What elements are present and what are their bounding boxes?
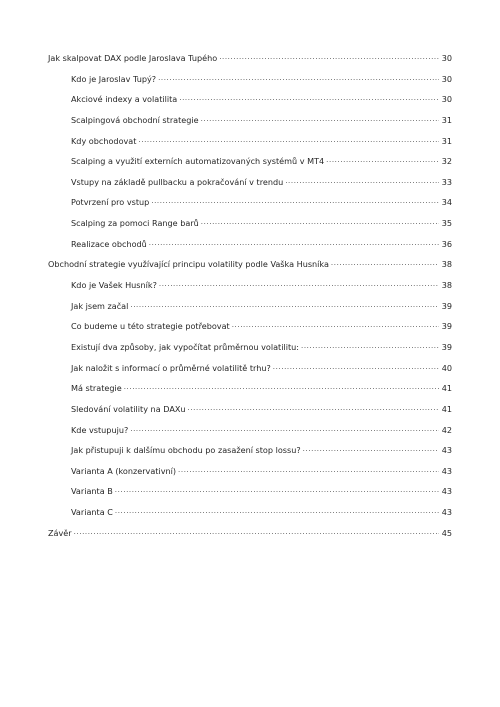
toc-entry-page-number: 38 [441,280,452,291]
toc-dot-leader [326,156,439,165]
toc-entry-title: Kdo je Jaroslav Tupý? [71,73,157,84]
toc-dot-leader [159,280,439,289]
toc-entry-page-number: 39 [441,341,452,352]
toc-entry-page-number: 42 [441,424,452,435]
toc-chapter-entry[interactable] [48,255,452,269]
toc-section-entry[interactable] [48,462,452,476]
toc-entry-page-number: 31 [441,135,452,146]
toc-entry-page-number: 35 [441,218,452,229]
toc-section-entry[interactable] [48,152,452,166]
toc-entry-page-number: 43 [441,486,452,497]
toc-entry-page-number: 43 [441,507,452,518]
toc-section-entry[interactable] [48,70,452,84]
toc-entry-title: Jak skalpovat DAX podle Jaroslava Tupého [48,53,218,63]
toc-entry-page-number: 40 [441,362,452,373]
toc-entry-title: Kde vstupuju? [71,424,129,435]
toc-entry-title: Jak přistupuji k dalšímu obchodu po zasažení stop lossu? [71,445,301,456]
toc-dot-leader [188,404,439,413]
toc-entry-title: Jak naložit s informací o průměrné volatilitě trhu? [71,362,271,373]
toc-entry-title: Realizace obchodů [71,238,147,249]
toc-dot-leader [303,445,439,454]
toc-section-entry[interactable] [48,359,452,373]
toc-entry-page-number: 36 [441,238,452,249]
toc-entry-page-number: 34 [441,197,452,208]
toc-dot-leader [219,53,439,62]
toc-entry-page-number: 31 [441,114,452,125]
toc-entry-title: Závěr [48,527,72,538]
toc-section-entry[interactable] [48,276,452,290]
toc-entry-title: Vstupy na základě pullbacku a pokračování v trendu [71,176,284,187]
toc-entry-title: Jak jsem začal [71,300,129,311]
toc-section-entry[interactable] [48,173,452,187]
toc-entry-title: Potvrzení pro vstup [71,197,150,208]
toc-entry-page-number: 43 [441,445,452,456]
toc-entry-page-number: 45 [441,527,452,538]
toc-section-entry[interactable] [48,90,452,104]
toc-section-entry[interactable] [48,317,452,331]
toc-entry-page-number: 32 [441,156,452,167]
table-of-contents [48,49,452,544]
toc-entry-page-number: 30 [441,53,452,63]
toc-section-entry[interactable] [48,338,452,352]
toc-section-entry[interactable] [48,111,452,125]
toc-dot-leader [138,136,438,145]
toc-entry-title: Scalping za pomoci Range barů [71,218,199,229]
toc-section-entry[interactable] [48,482,452,496]
toc-dot-leader [179,94,438,103]
toc-dot-leader [301,342,439,351]
toc-entry-page-number: 41 [441,403,452,414]
toc-entry-page-number: 33 [441,176,452,187]
toc-entry-page-number: 39 [441,321,452,332]
toc-dot-leader [158,74,439,83]
toc-dot-leader [115,507,439,516]
toc-entry-page-number: 30 [441,73,452,84]
toc-entry-title: Obchodní strategie využívající principu volatility podle Vaška Husníka [48,259,329,270]
toc-dot-leader [201,218,439,227]
toc-section-entry[interactable] [48,214,452,228]
toc-section-entry[interactable] [48,400,452,414]
toc-dot-leader [331,259,439,268]
toc-entry-title: Má strategie [71,383,122,394]
toc-entry-page-number: 30 [441,94,452,105]
toc-dot-leader [130,425,438,434]
toc-chapter-entry[interactable] [48,49,452,63]
toc-section-entry[interactable] [48,503,452,517]
toc-dot-leader [273,363,439,372]
toc-dot-leader [149,239,439,248]
toc-dot-leader [115,486,439,495]
toc-entry-title: Kdo je Vašek Husník? [71,280,157,291]
toc-section-entry[interactable] [48,193,452,207]
toc-dot-leader [201,115,439,124]
toc-entry-title: Existují dva způsoby, jak vypočítat průměrnou volatilitu: [71,341,300,352]
toc-entry-page-number: 41 [441,383,452,394]
toc-entry-title: Kdy obchodovat [71,135,137,146]
toc-entry-title: Akciové indexy a volatilita [71,94,178,105]
toc-chapter-entry[interactable] [48,524,452,538]
toc-section-entry[interactable] [48,379,452,393]
toc-dot-leader [74,528,439,537]
toc-section-entry[interactable] [48,297,452,311]
toc-dot-leader [285,177,438,186]
toc-dot-leader [130,301,438,310]
toc-section-entry[interactable] [48,441,452,455]
toc-entry-page-number: 39 [441,300,452,311]
toc-entry-title: Co budeme u této strategie potřebovat [71,321,230,332]
toc-dot-leader [151,197,438,206]
toc-section-entry[interactable] [48,421,452,435]
toc-entry-page-number: 38 [441,259,452,270]
toc-section-entry[interactable] [48,132,452,146]
toc-entry-page-number: 43 [441,465,452,476]
toc-entry-title: Varianta B [71,486,113,497]
toc-entry-title: Scalping a využití externích automatizovaných systémů v MT4 [71,156,325,167]
toc-entry-title: Scalpingová obchodní strategie [71,114,199,125]
toc-entry-title: Varianta C [71,507,113,518]
toc-dot-leader [124,383,439,392]
toc-entry-title: Varianta A (konzervativní) [71,465,177,476]
toc-section-entry[interactable] [48,235,452,249]
toc-dot-leader [232,321,439,330]
toc-entry-title: Sledování volatility na DAXu [71,403,186,414]
toc-dot-leader [178,466,439,475]
